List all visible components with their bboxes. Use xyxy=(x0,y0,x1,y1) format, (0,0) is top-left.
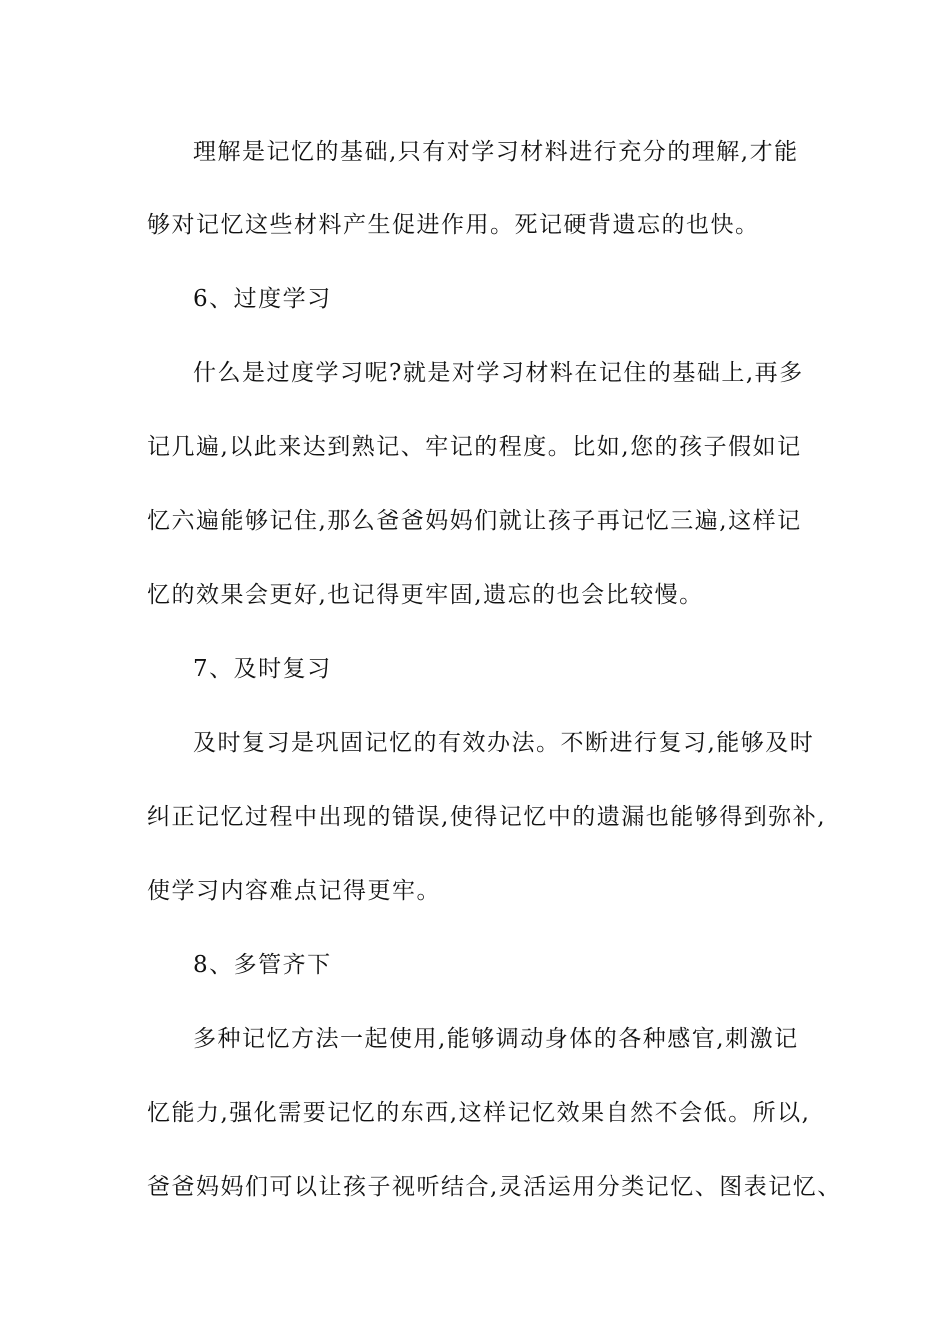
paragraph-line: 忆六遍能够记住,那么爸爸妈妈们就让孩子再记忆三遍,这样记 xyxy=(147,508,802,534)
section-heading: 8、多管齐下 xyxy=(193,952,332,978)
paragraph-line: 多种记忆方法一起使用,能够调动身体的各种感官,刺激记 xyxy=(193,1026,799,1052)
paragraph-line: 忆能力,强化需要记忆的东西,这样记忆效果自然不会低。所以, xyxy=(147,1100,811,1126)
paragraph-line: 及时复习是巩固记忆的有效办法。不断进行复习,能够及时 xyxy=(193,730,815,756)
paragraph-line: 够对记忆这些材料产生促进作用。死记硬背遗忘的也快。 xyxy=(147,212,760,238)
paragraph-line: 纠正记忆过程中出现的错误,使得记忆中的遗漏也能够得到弥补, xyxy=(147,804,827,830)
paragraph-line: 爸爸妈妈们可以让孩子视听结合,灵活运用分类记忆、图表记忆、 xyxy=(147,1174,842,1200)
paragraph-line: 使学习内容难点记得更牢。 xyxy=(147,878,441,904)
section-heading: 7、及时复习 xyxy=(193,656,332,682)
paragraph-line: 什么是过度学习呢?就是对学习材料在记住的基础上,再多 xyxy=(193,360,804,386)
paragraph-line: 记几遍,以此来达到熟记、牢记的程度。比如,您的孩子假如记 xyxy=(147,434,802,460)
paragraph-line: 理解是记忆的基础,只有对学习材料进行充分的理解,才能 xyxy=(193,139,799,165)
section-heading: 6、过度学习 xyxy=(193,286,332,312)
paragraph-line: 忆的效果会更好,也记得更牢固,遗忘的也会比较慢。 xyxy=(147,582,704,608)
